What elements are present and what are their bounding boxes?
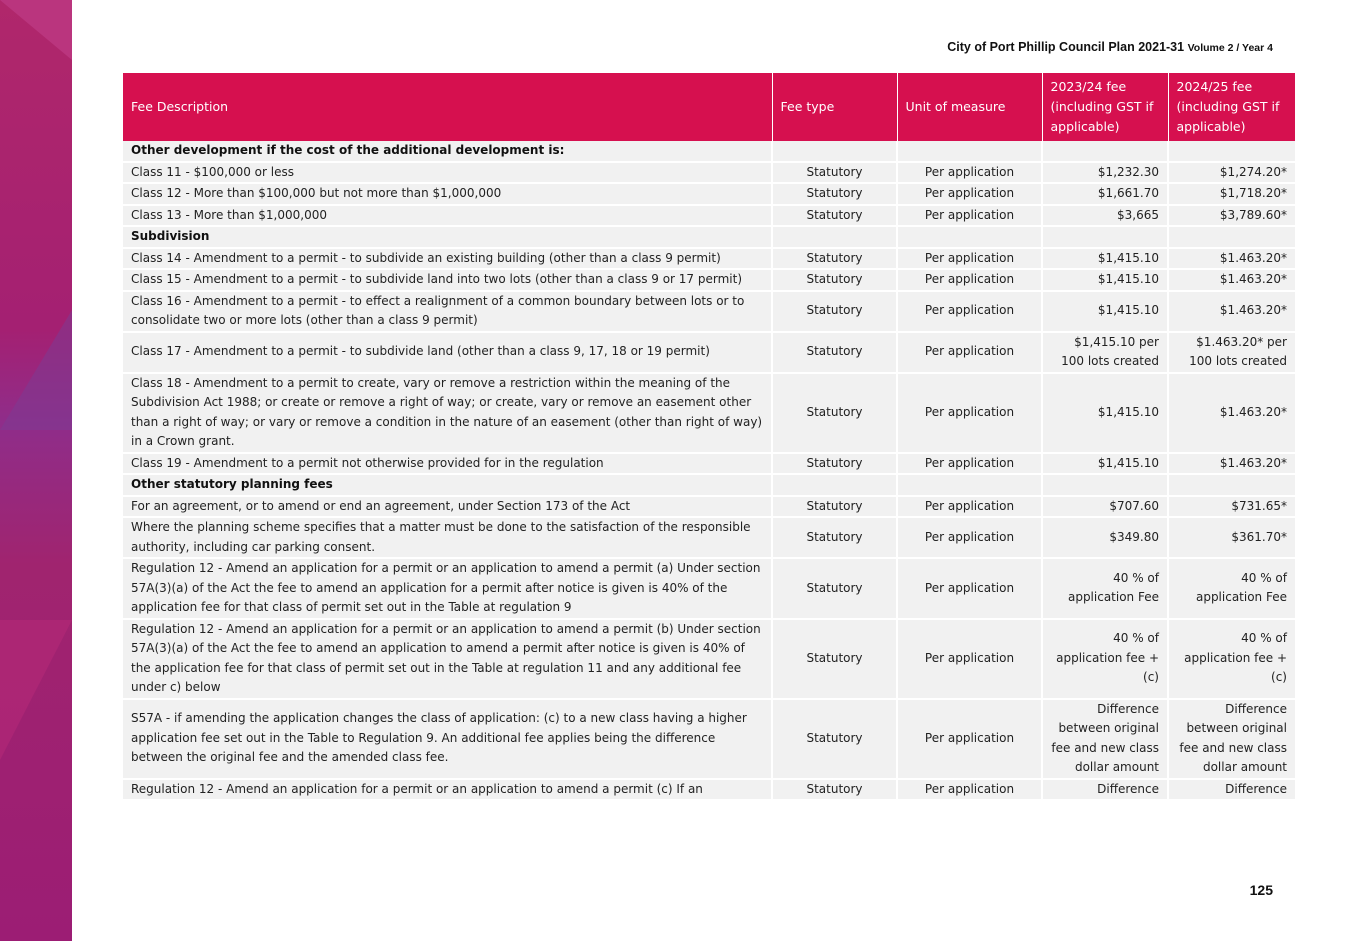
fee-2023-24-cell: $1,661.70 xyxy=(1042,183,1168,205)
fee-2024-25-cell: $1.463.20* xyxy=(1168,291,1295,332)
table-row xyxy=(123,453,1295,475)
fee-2023-24-cell: $1,415.10 per 100 lots created xyxy=(1042,332,1168,373)
fee-type-cell: Statutory xyxy=(772,558,897,619)
fee-2024-25-cell: $1,718.20* xyxy=(1168,183,1295,205)
empty-cell xyxy=(897,226,1042,248)
table-row xyxy=(123,332,1295,373)
table-row xyxy=(123,558,1295,619)
section-heading: Other statutory planning fees xyxy=(123,474,772,496)
fee-description-cell: Class 17 - Amendment to a permit - to subdivide land (other than a class 9, 17, 18 or 19 permit) xyxy=(123,332,772,373)
column-header: 2023/24 fee (including GST if applicable) xyxy=(1042,73,1168,141)
table-row xyxy=(123,517,1295,558)
fee-type-cell: Statutory xyxy=(772,205,897,227)
empty-cell xyxy=(1042,141,1168,162)
empty-cell xyxy=(1042,226,1168,248)
document-header xyxy=(947,40,1273,54)
document-volume: Volume 2 / Year 4 xyxy=(1187,42,1273,54)
fee-2023-24-cell: $3,665 xyxy=(1042,205,1168,227)
fee-2024-25-cell: $361.70* xyxy=(1168,517,1295,558)
fee-2023-24-cell: 40 % of application Fee xyxy=(1042,558,1168,619)
fee-description-cell: Class 16 - Amendment to a permit - to effect a realignment of a common boundary between lots or to consolidate two or more lots (other than a class 9 permit) xyxy=(123,291,772,332)
fee-2023-24-cell: $707.60 xyxy=(1042,496,1168,518)
fee-2024-25-cell: Difference between original fee and new class dollar amount xyxy=(1168,699,1295,779)
fee-2023-24-cell: Difference between original fee and new class dollar amount xyxy=(1042,699,1168,779)
fee-2024-25-cell: 40 % of application Fee xyxy=(1168,558,1295,619)
unit-of-measure-cell: Per application xyxy=(897,183,1042,205)
unit-of-measure-cell: Per application xyxy=(897,332,1042,373)
empty-cell xyxy=(897,474,1042,496)
table-header-row xyxy=(123,73,1295,141)
fee-type-cell: Statutory xyxy=(772,332,897,373)
fee-description-cell: Where the planning scheme specifies that a matter must be done to the satisfaction of the responsible authority, including car parking consent. xyxy=(123,517,772,558)
column-header: Fee type xyxy=(772,73,897,141)
fee-type-cell: Statutory xyxy=(772,779,897,801)
fee-type-cell: Statutory xyxy=(772,269,897,291)
fee-2024-25-cell: $1.463.20* xyxy=(1168,453,1295,475)
fee-description-cell: Class 12 - More than $100,000 but not more than $1,000,000 xyxy=(123,183,772,205)
fee-description-cell: Class 11 - $100,000 or less xyxy=(123,162,772,184)
fee-2024-25-cell: $731.65* xyxy=(1168,496,1295,518)
fee-2024-25-cell: Difference xyxy=(1168,779,1295,801)
fee-description-cell: Class 19 - Amendment to a permit not otherwise provided for in the regulation xyxy=(123,453,772,475)
decorative-side-band xyxy=(0,0,72,941)
fee-type-cell: Statutory xyxy=(772,183,897,205)
fee-2023-24-cell: $1,415.10 xyxy=(1042,269,1168,291)
fee-description-cell: For an agreement, or to amend or end an agreement, under Section 173 of the Act xyxy=(123,496,772,518)
fee-2024-25-cell: $3,789.60* xyxy=(1168,205,1295,227)
fee-2024-25-cell: 40 % of application fee + (c) xyxy=(1168,619,1295,699)
section-heading: Subdivision xyxy=(123,226,772,248)
fee-2024-25-cell: $1.463.20* per 100 lots created xyxy=(1168,332,1295,373)
fee-type-cell: Statutory xyxy=(772,699,897,779)
fee-type-cell: Statutory xyxy=(772,162,897,184)
fee-2023-24-cell: $1,232.30 xyxy=(1042,162,1168,184)
fee-description-cell: Regulation 12 - Amend an application for a permit or an application to amend a permit (b) Under section 57A(3)(a) of the Act the fee to amend an application to amend a permit after notice is given is 40% of the application fee for that class of permit set out in the Table at regulation 11 and any additional fee under c) below xyxy=(123,619,772,699)
table-row xyxy=(123,248,1295,270)
table-row xyxy=(123,162,1295,184)
column-header: Unit of measure xyxy=(897,73,1042,141)
fee-type-cell: Statutory xyxy=(772,248,897,270)
empty-cell xyxy=(772,226,897,248)
fee-2023-24-cell: Difference xyxy=(1042,779,1168,801)
fee-type-cell: Statutory xyxy=(772,619,897,699)
fee-2024-25-cell: $1.463.20* xyxy=(1168,269,1295,291)
table-row xyxy=(123,496,1295,518)
unit-of-measure-cell: Per application xyxy=(897,558,1042,619)
empty-cell xyxy=(897,141,1042,162)
unit-of-measure-cell: Per application xyxy=(897,517,1042,558)
fee-2024-25-cell: $1,274.20* xyxy=(1168,162,1295,184)
empty-cell xyxy=(1042,474,1168,496)
fee-type-cell: Statutory xyxy=(772,373,897,453)
unit-of-measure-cell: Per application xyxy=(897,619,1042,699)
table-section-row xyxy=(123,474,1295,496)
fee-2023-24-cell: $1,415.10 xyxy=(1042,291,1168,332)
page-number: 125 xyxy=(1249,882,1273,898)
table-row xyxy=(123,699,1295,779)
unit-of-measure-cell: Per application xyxy=(897,699,1042,779)
fee-type-cell: Statutory xyxy=(772,291,897,332)
document-title: City of Port Phillip Council Plan 2021-31 xyxy=(947,40,1185,54)
column-header: 2024/25 fee (including GST if applicable) xyxy=(1168,73,1295,141)
column-header: Fee Description xyxy=(123,73,772,141)
fee-description-cell: Regulation 12 - Amend an application for a permit or an application to amend a permit (c) If an xyxy=(123,779,772,801)
table-row xyxy=(123,291,1295,332)
table-section-row xyxy=(123,141,1295,162)
unit-of-measure-cell: Per application xyxy=(897,205,1042,227)
table-row xyxy=(123,373,1295,453)
unit-of-measure-cell: Per application xyxy=(897,496,1042,518)
fee-description-cell: Regulation 12 - Amend an application for a permit or an application to amend a permit (a) Under section 57A(3)(a) of the Act the fee to amend an application for a permit after notice is given is 40% of the application fee for that class of permit set out in the Table at regulation 9 xyxy=(123,558,772,619)
unit-of-measure-cell: Per application xyxy=(897,779,1042,801)
fee-description-cell: Class 15 - Amendment to a permit - to subdivide land into two lots (other than a class 9 or 17 permit) xyxy=(123,269,772,291)
empty-cell xyxy=(1168,474,1295,496)
unit-of-measure-cell: Per application xyxy=(897,453,1042,475)
fee-description-cell: Class 14 - Amendment to a permit - to subdivide an existing building (other than a class 9 permit) xyxy=(123,248,772,270)
empty-cell xyxy=(772,474,897,496)
table-row xyxy=(123,205,1295,227)
empty-cell xyxy=(772,141,897,162)
band-shape xyxy=(0,620,72,760)
table-row xyxy=(123,619,1295,699)
unit-of-measure-cell: Per application xyxy=(897,248,1042,270)
fee-type-cell: Statutory xyxy=(772,496,897,518)
fee-2023-24-cell: $1,415.10 xyxy=(1042,373,1168,453)
fee-description-cell: Class 13 - More than $1,000,000 xyxy=(123,205,772,227)
band-shape xyxy=(0,0,72,60)
band-shape xyxy=(0,310,72,430)
fees-table xyxy=(123,73,1295,801)
fee-description-cell: Class 18 - Amendment to a permit to create, vary or remove a restriction within the meaning of the Subdivision Act 1988; or create or remove a right of way; or create, vary or remove an easement other than a right of way; or vary or remove a condition in the nature of an easement (other than right of way) in a Crown grant. xyxy=(123,373,772,453)
fee-2024-25-cell: $1.463.20* xyxy=(1168,248,1295,270)
section-heading: Other development if the cost of the additional development is: xyxy=(123,141,772,162)
fee-2023-24-cell: $349.80 xyxy=(1042,517,1168,558)
table-row xyxy=(123,183,1295,205)
unit-of-measure-cell: Per application xyxy=(897,162,1042,184)
fee-description-cell: S57A - if amending the application changes the class of application: (c) to a new class having a higher application fee set out in the Table to Regulation 9. An additional fee applies being the difference between the original fee and the amended class fee. xyxy=(123,699,772,779)
unit-of-measure-cell: Per application xyxy=(897,373,1042,453)
table-row xyxy=(123,779,1295,801)
unit-of-measure-cell: Per application xyxy=(897,291,1042,332)
empty-cell xyxy=(1168,141,1295,162)
fee-type-cell: Statutory xyxy=(772,517,897,558)
table-body xyxy=(123,141,1295,800)
table-section-row xyxy=(123,226,1295,248)
unit-of-measure-cell: Per application xyxy=(897,269,1042,291)
table-row xyxy=(123,269,1295,291)
fee-type-cell: Statutory xyxy=(772,453,897,475)
fee-2023-24-cell: $1,415.10 xyxy=(1042,248,1168,270)
fee-2023-24-cell: 40 % of application fee + (c) xyxy=(1042,619,1168,699)
fee-2024-25-cell: $1.463.20* xyxy=(1168,373,1295,453)
fee-2023-24-cell: $1,415.10 xyxy=(1042,453,1168,475)
empty-cell xyxy=(1168,226,1295,248)
